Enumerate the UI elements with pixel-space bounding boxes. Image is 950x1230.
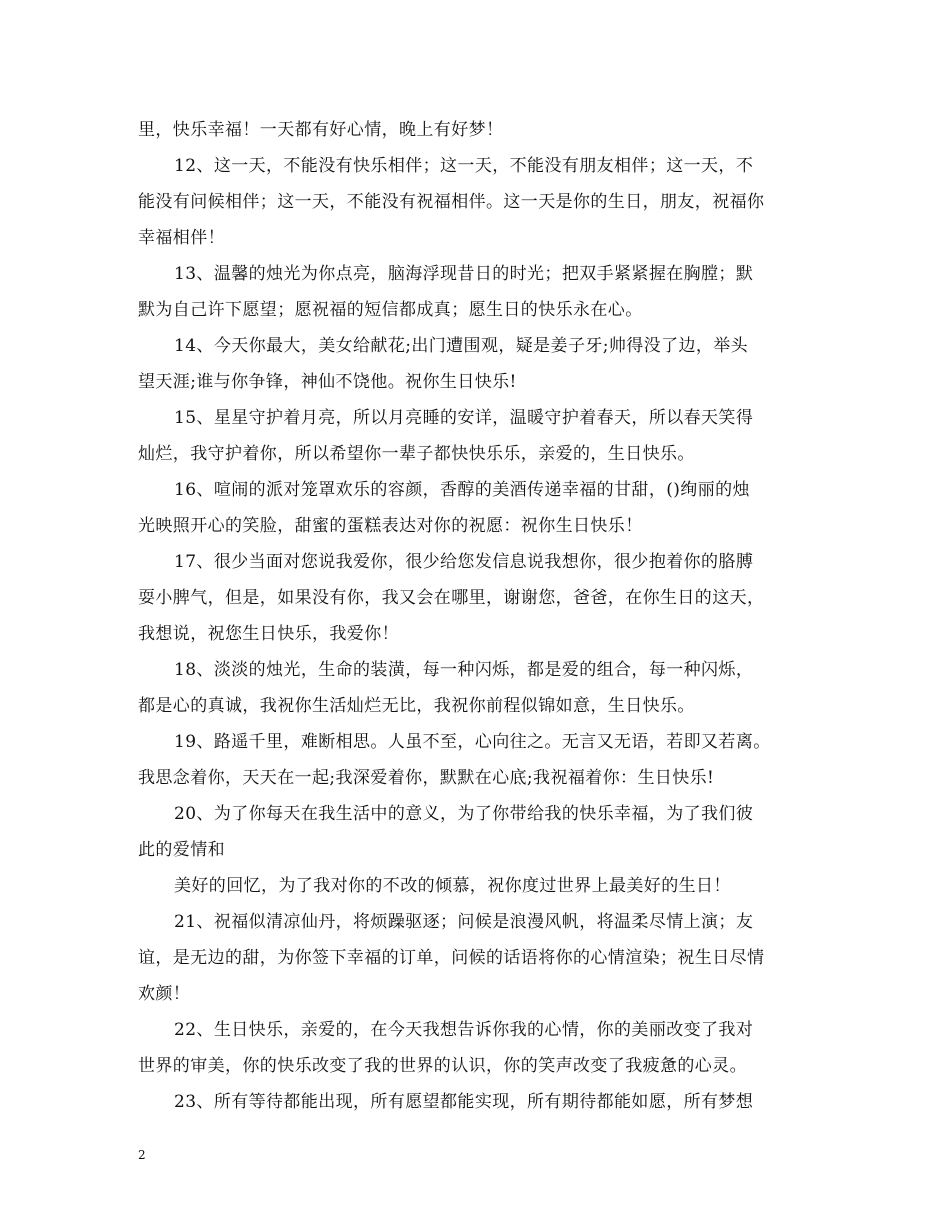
text-line: 默为自己许下愿望；愿祝福的短信都成真；愿生日的快乐永在心。 [138, 300, 643, 320]
text-line: 欢颜！ [138, 984, 191, 1004]
text-line: 20、为了你每天在我生活中的意义，为了你带给我的快乐幸福，为了我们彼 [174, 804, 754, 824]
text-line: 灿烂，我守护着你，所以希望你一辈子都快快乐乐，亲爱的，生日快乐。 [138, 444, 695, 464]
text-line: 16、喧闹的派对笼罩欢乐的容颜，香醇的美酒传递幸福的甘甜，()绚丽的烛 [174, 480, 750, 500]
text-line: 18、淡淡的烛光，生命的装潢，每一种闪烁，都是爱的组合，每一种闪烁， [174, 660, 754, 680]
text-line: 耍小脾气，但是，如果没有你，我又会在哪里，谢谢您，爸爸，在你生日的这天， [138, 588, 765, 608]
text-line: 美好的回忆，为了我对你的不改的倾慕，祝你度过世界上最美好的生日！ [174, 876, 731, 896]
text-line: 望天涯;谁与你争锋，神仙不饶他。祝你生日快乐! [138, 372, 517, 392]
text-line: 光映照开心的笑脸，甜蜜的蛋糕表达对你的祝愿：祝你生日快乐！ [138, 516, 643, 536]
text-line: 世界的审美，你的快乐改变了我的世界的认识，你的笑声改变了我疲惫的心灵。 [138, 1056, 747, 1076]
text-line: 里，快乐幸福！一天都有好心情，晚上有好梦！ [138, 120, 504, 140]
text-line: 19、路遥千里，难断相思。人虽不至，心向往之。无言又无语，若即又若离。 [174, 732, 771, 752]
page-number: 2 [138, 1148, 146, 1162]
text-line: 能没有问候相伴；这一天，不能没有祝福相伴。这一天是你的生日，朋友，祝福你 [138, 192, 765, 212]
text-line: 14、今天你最大，美女给献花;出门遭围观，疑是姜子牙;帅得没了边，举头 [174, 336, 749, 356]
text-line: 17、很少当面对您说我爱你，很少给您发信息说我想你，很少抱着你的胳膊 [174, 552, 754, 572]
text-line: 都是心的真诚，我祝你生活灿烂无比，我祝你前程似锦如意，生日快乐。 [138, 696, 695, 716]
text-line: 幸福相伴！ [138, 228, 225, 248]
text-line: 12、这一天，不能没有快乐相伴；这一天，不能没有朋友相伴；这一天，不 [174, 156, 754, 176]
text-line: 13、温馨的烛光为你点亮，脑海浮现昔日的时光；把双手紧紧握在胸膛；默 [174, 264, 754, 284]
text-line: 我想说，祝您生日快乐，我爱你！ [138, 624, 399, 644]
text-line: 15、星星守护着月亮，所以月亮睡的安详，温暖守护着春天，所以春天笑得 [174, 408, 754, 428]
text-line: 23、所有等待都能出现，所有愿望都能实现，所有期待都能如愿，所有梦想 [174, 1092, 754, 1112]
text-line: 22、生日快乐，亲爱的，在今天我想告诉你我的心情，你的美丽改变了我对 [174, 1020, 754, 1040]
text-line: 谊，是无边的甜，为你签下幸福的订单，问候的话语将你的心情渲染；祝生日尽情 [138, 948, 765, 968]
text-line: 此的爱情和 [138, 840, 225, 860]
text-line: 我思念着你，天天在一起;我深爱着你，默默在心底;我祝福着你：生日快乐! [138, 768, 715, 788]
text-line: 21、祝福似清凉仙丹，将烦躁驱逐；问候是浪漫风帆，将温柔尽情上演；友 [174, 912, 754, 932]
